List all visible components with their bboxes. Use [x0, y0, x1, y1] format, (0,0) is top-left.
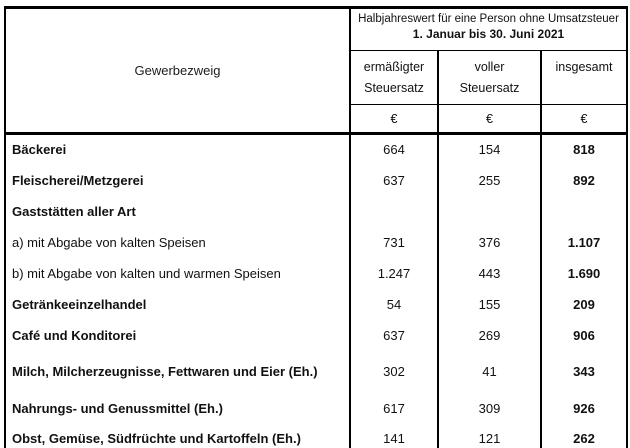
business-sector-cell: Obst, Gemüse, Südfrüchte und Kartoffeln (Eh.) [5, 424, 350, 448]
full-rate-value: 443 [438, 258, 541, 289]
column-header-full-rate: voller Steuersatz [438, 51, 541, 105]
column-header-total: insgesamt [541, 51, 627, 105]
tax-flat-rate-table [4, 6, 628, 448]
table-row [5, 134, 627, 165]
business-sector-cell: a) mit Abgabe von kalten Speisen [5, 227, 350, 258]
total-value: 892 [541, 165, 627, 196]
column-header-reduced-rate: ermäßigter Steuersatz [350, 51, 438, 105]
reduced-rate-value: 1.247 [350, 258, 438, 289]
unit-euro-total: € [541, 105, 627, 134]
period-date-range: 1. Januar bis 30. Juni 2021 [412, 27, 565, 41]
total-value: 1.107 [541, 227, 627, 258]
total-value: 1.690 [541, 258, 627, 289]
total-value: 926 [541, 393, 627, 424]
business-sector-cell: Nahrungs- und Genussmittel (Eh.) [5, 393, 350, 424]
full-rate-value: 121 [438, 424, 541, 448]
business-sector-cell: Café und Konditorei [5, 320, 350, 351]
business-sector-cell: Milch, Milcherzeugnisse, Fettwaren und Eier (Eh.) [5, 351, 350, 393]
table-row [5, 424, 627, 448]
full-rate-value: 41 [438, 351, 541, 393]
business-sector-cell: Fleischerei/Metzgerei [5, 165, 350, 196]
reduced-rate-value: 54 [350, 289, 438, 320]
full-rate-value: 255 [438, 165, 541, 196]
full-rate-value: 155 [438, 289, 541, 320]
reduced-rate-value: 302 [350, 351, 438, 393]
business-sector-cell: Gaststätten aller Art [5, 196, 350, 227]
column-header-period [350, 8, 627, 51]
total-value [541, 196, 627, 227]
table-row [5, 393, 627, 424]
table-row [5, 227, 627, 258]
reduced-rate-value: 617 [350, 393, 438, 424]
reduced-rate-value: 637 [350, 320, 438, 351]
full-rate-value: 154 [438, 134, 541, 165]
full-rate-value: 269 [438, 320, 541, 351]
total-value: 343 [541, 351, 627, 393]
column-header-gewerbezweig: Gewerbezweig [5, 8, 350, 134]
reduced-rate-value: 141 [350, 424, 438, 448]
table-row [5, 351, 627, 393]
table-row [5, 165, 627, 196]
full-rate-value: 376 [438, 227, 541, 258]
unit-euro-reduced: € [350, 105, 438, 134]
header-row-title [5, 8, 627, 51]
unit-euro-full: € [438, 105, 541, 134]
table-row [5, 258, 627, 289]
period-title: Halbjahreswert für eine Person ohne Umsatzsteuer [358, 13, 619, 25]
total-value: 818 [541, 134, 627, 165]
total-value: 906 [541, 320, 627, 351]
table-row [5, 196, 627, 227]
total-value: 209 [541, 289, 627, 320]
reduced-rate-value: 637 [350, 165, 438, 196]
table-row [5, 320, 627, 351]
business-sector-cell: b) mit Abgabe von kalten und warmen Speisen [5, 258, 350, 289]
reduced-rate-value: 731 [350, 227, 438, 258]
reduced-rate-value [350, 196, 438, 227]
business-sector-cell: Bäckerei [5, 134, 350, 165]
full-rate-value [438, 196, 541, 227]
table-row [5, 289, 627, 320]
business-sector-cell: Getränkeeinzelhandel [5, 289, 350, 320]
full-rate-value: 309 [438, 393, 541, 424]
total-value: 262 [541, 424, 627, 448]
reduced-rate-value: 664 [350, 134, 438, 165]
